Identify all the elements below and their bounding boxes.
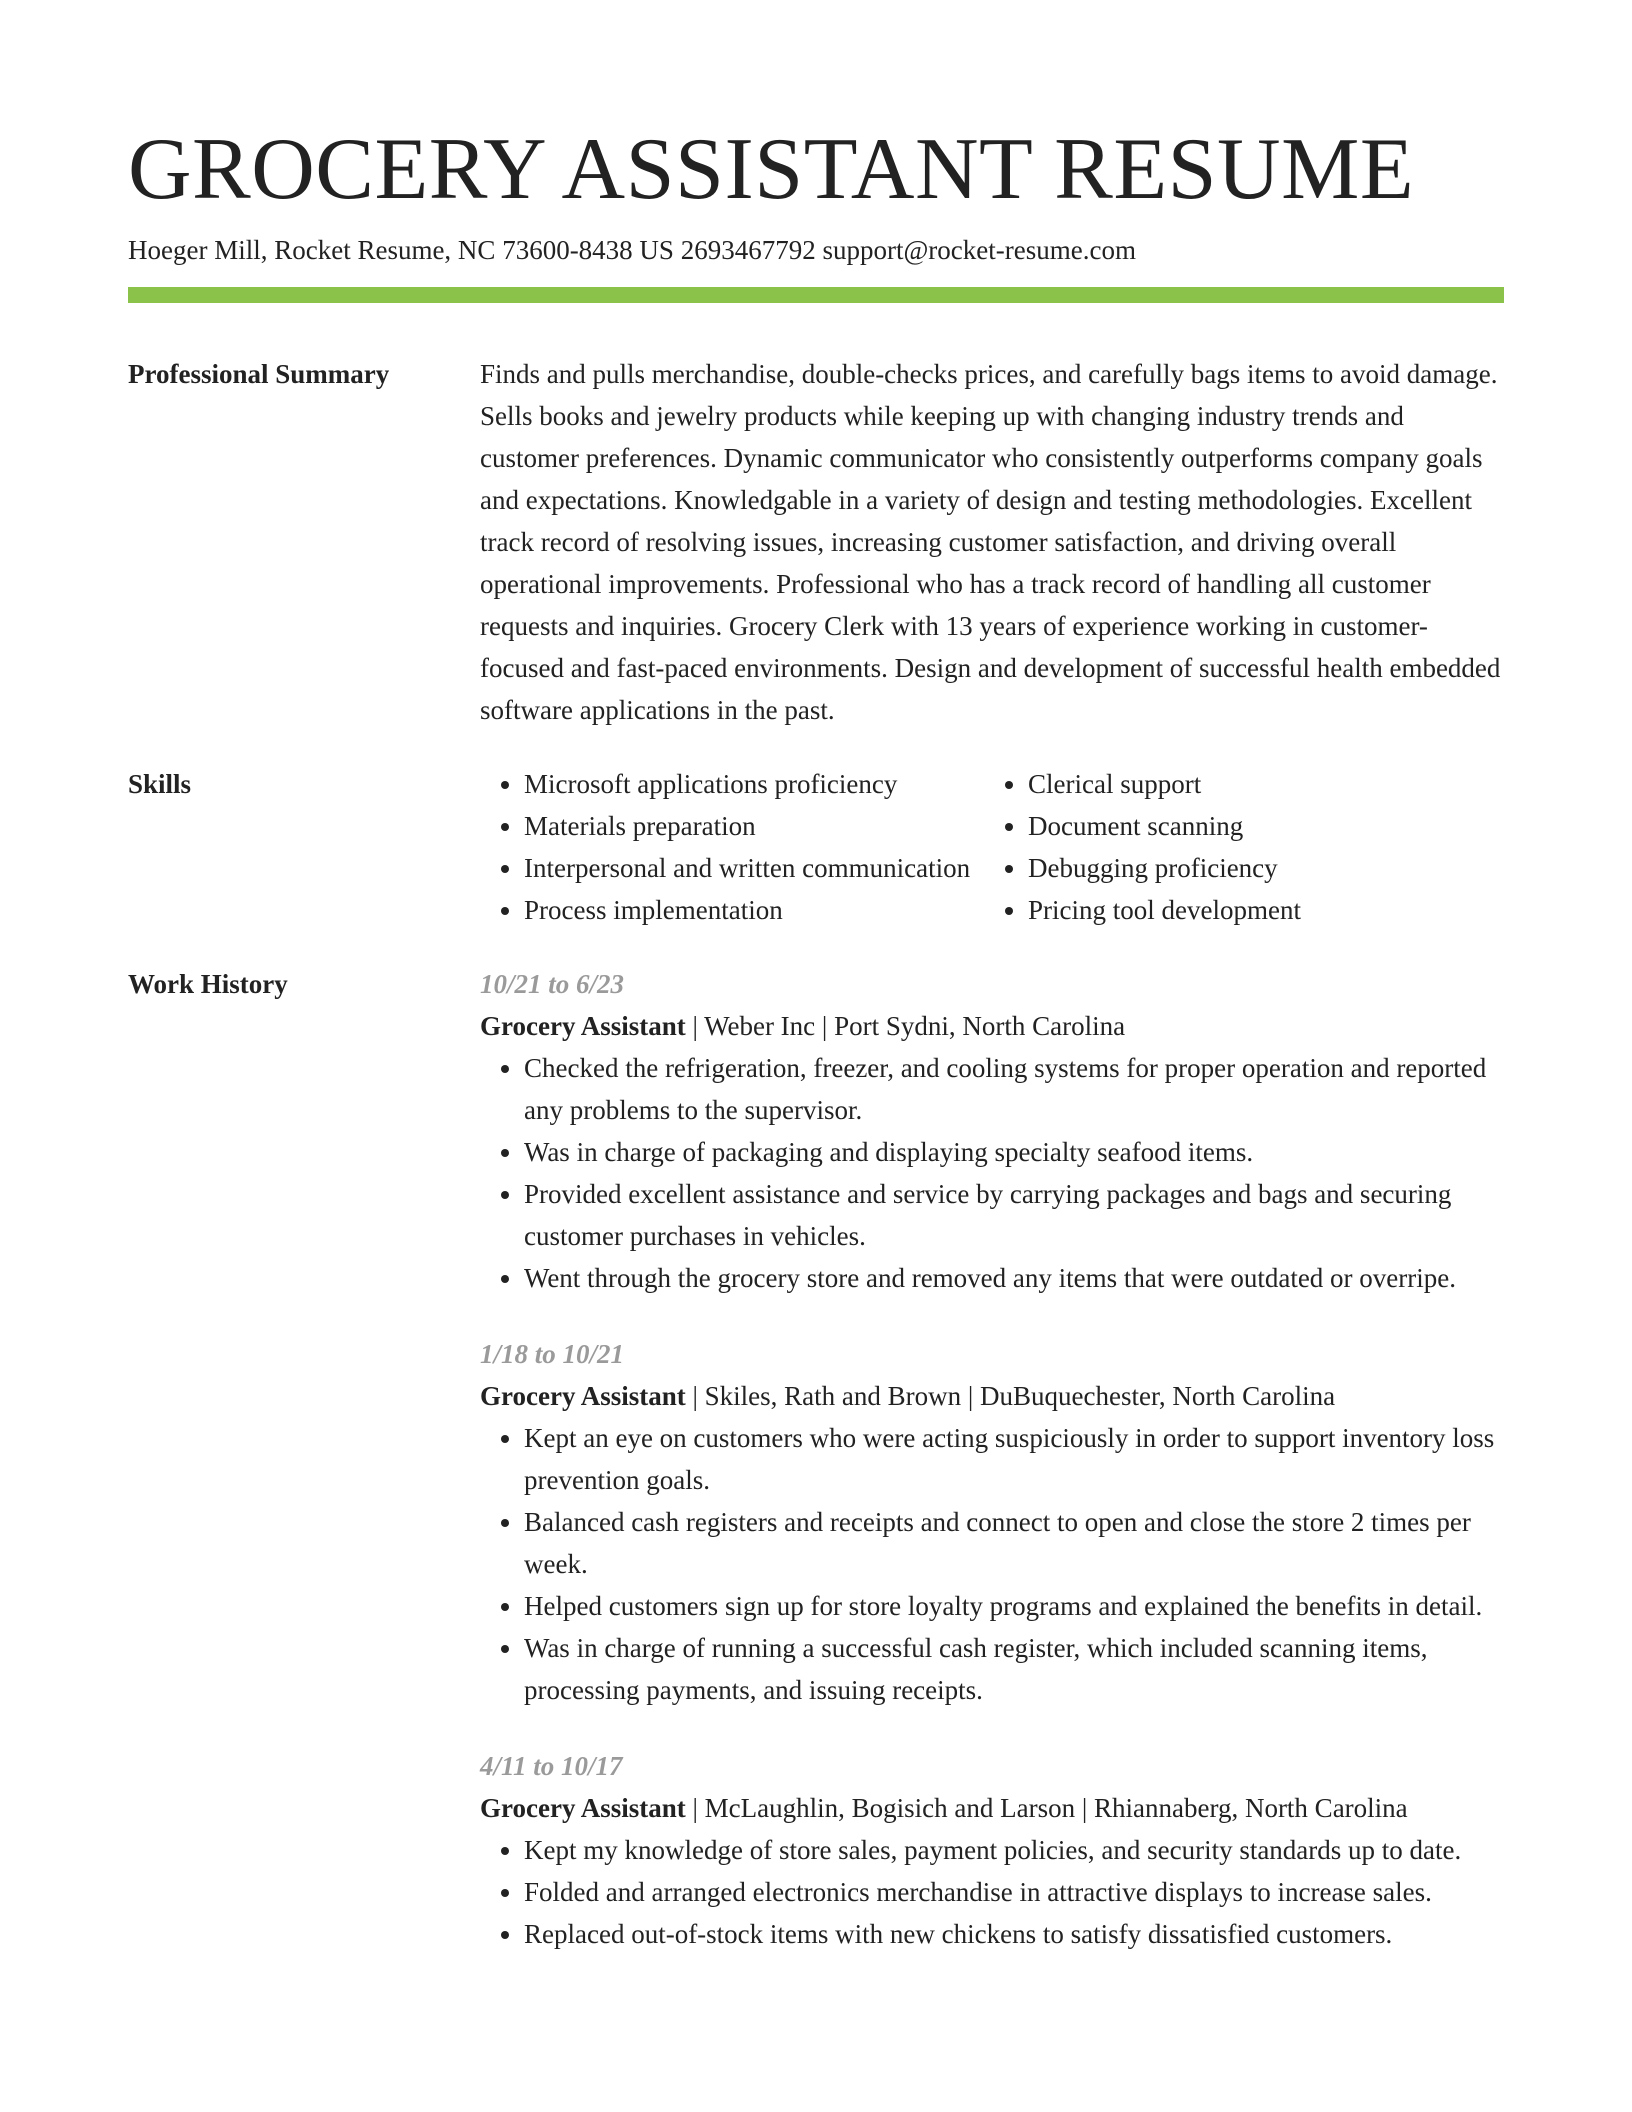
job-company-location: | Weber Inc | Port Sydni, North Carolina: [685, 1011, 1126, 1041]
job-duties-list: [480, 1829, 1504, 1955]
summary-body: [480, 353, 1504, 731]
resume-page: [128, 118, 1504, 1955]
skill-item: • Document scanning: [1028, 805, 1488, 847]
section-label-work-history: Work History: [128, 969, 288, 999]
job-entry: [480, 1333, 1504, 1711]
job-company-location: | Skiles, Rath and Brown | DuBuquechester, North Carolina: [685, 1381, 1336, 1411]
skill-item: • Process implementation: [524, 889, 984, 931]
job-duty: • Kept an eye on customers who were acting suspiciously in order to support inventory loss prevention goals.: [524, 1417, 1504, 1501]
contact-line: Hoeger Mill, Rocket Resume, NC 73600-8438 US 2693467792 support@rocket-resume.com: [128, 235, 1136, 265]
job-duty: • Was in charge of running a successful cash register, which included scanning items, processing payments, and issuing receipts.: [524, 1627, 1504, 1711]
job-duty: • Kept my knowledge of store sales, payment policies, and security standards up to date.: [524, 1829, 1504, 1871]
job-dates: 1/18 to 10/21: [480, 1339, 625, 1369]
skill-item: • Interpersonal and written communication: [524, 847, 984, 889]
skill-item: • Pricing tool development: [1028, 889, 1488, 931]
job-dates: 10/21 to 6/23: [480, 969, 625, 999]
job-duty: • Was in charge of packaging and displaying specialty seafood items.: [524, 1131, 1504, 1173]
resume-title: GROCERY ASSISTANT RESUME: [128, 121, 1415, 218]
skills-list-left: [480, 763, 984, 931]
work-history-section: [128, 963, 1504, 1955]
job-heading: [480, 1375, 1504, 1417]
skill-item: • Materials preparation: [524, 805, 984, 847]
skills-columns: [480, 763, 1504, 931]
skills-section: [128, 763, 1504, 931]
job-duty: • Went through the grocery store and removed any items that were outdated or overripe.: [524, 1257, 1504, 1299]
job-company-location: | McLaughlin, Bogisich and Larson | Rhiannaberg, North Carolina: [685, 1793, 1408, 1823]
skills-list-right: [984, 763, 1488, 931]
skill-item: • Microsoft applications proficiency: [524, 763, 984, 805]
job-title: Grocery Assistant: [480, 1381, 686, 1411]
job-dates: 4/11 to 10/17: [480, 1751, 623, 1781]
summary-section: [128, 353, 1504, 731]
skills-body: [480, 763, 1504, 931]
job-duties-list: [480, 1047, 1504, 1299]
job-duties-list: [480, 1417, 1504, 1711]
job-title: Grocery Assistant: [480, 1793, 686, 1823]
job-duty: • Folded and arranged electronics merchandise in attractive displays to increase sales.: [524, 1871, 1504, 1913]
section-label-skills: Skills: [128, 769, 192, 799]
job-entry: [480, 1745, 1504, 1955]
job-heading: [480, 1005, 1504, 1047]
work-history-body: [480, 963, 1504, 1955]
summary-text: Finds and pulls merchandise, double-checks prices, and carefully bags items to avoid damage. Sells books and jewelry products while keeping up with changing industry trends and customer preferences. Dynamic communicator who consistently outperforms company goals and expectations. Knowledgable in a variety of design and testing methodologies. Excellent track record of resolving issues, increasing customer satisfaction, and driving overall operational improvements. Professional who has a track record of handling all customer requests and inquiries. Grocery Clerk with 13 years of experience working in customer-focused and fast-paced environments. Design and development of successful health embedded software applications in the past.: [480, 359, 1501, 725]
job-entry: [480, 963, 1504, 1299]
job-title: Grocery Assistant: [480, 1011, 686, 1041]
job-duty: • Balanced cash registers and receipts and connect to open and close the store 2 times per week.: [524, 1501, 1504, 1585]
skill-item: • Clerical support: [1028, 763, 1488, 805]
accent-divider: [128, 287, 1504, 303]
job-heading: [480, 1787, 1504, 1829]
job-duty: • Provided excellent assistance and service by carrying packages and bags and securing customer purchases in vehicles.: [524, 1173, 1504, 1257]
skill-item: • Debugging proficiency: [1028, 847, 1488, 889]
section-label-summary: Professional Summary: [128, 359, 390, 389]
job-duty: • Helped customers sign up for store loyalty programs and explained the benefits in detail.: [524, 1585, 1504, 1627]
job-duty: • Checked the refrigeration, freezer, and cooling systems for proper operation and reported any problems to the supervisor.: [524, 1047, 1504, 1131]
job-duty: • Replaced out-of-stock items with new chickens to satisfy dissatisfied customers.: [524, 1913, 1504, 1955]
